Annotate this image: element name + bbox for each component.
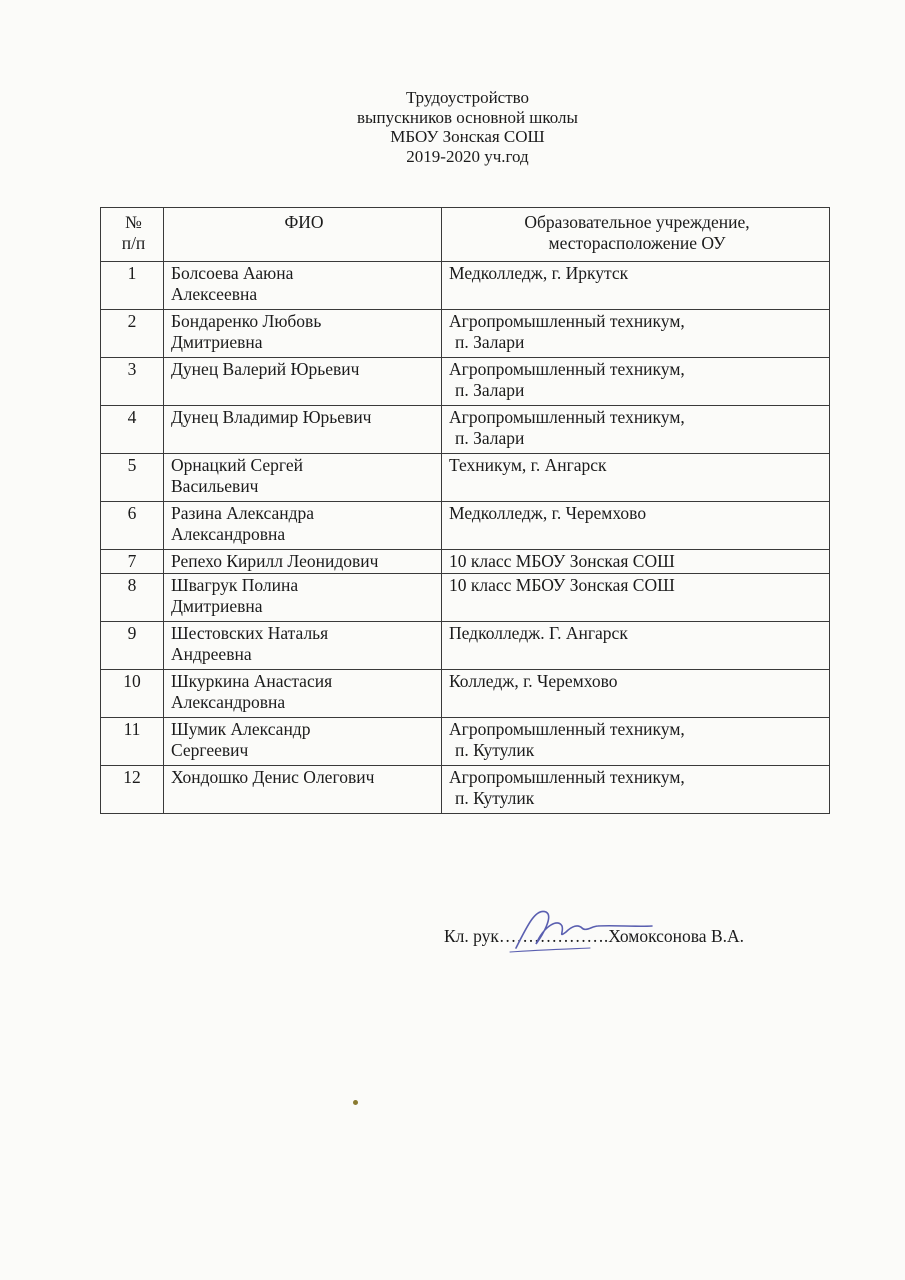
row-number: 9 <box>101 622 164 670</box>
row-number: 12 <box>101 766 164 814</box>
school-line1: Медколледж, г. Иркутск <box>449 263 629 283</box>
row-number: 1 <box>101 262 164 310</box>
row-full-name <box>164 718 442 766</box>
class-teacher-signature-line: Кл. рук……………….Хомоксонова В.А. <box>444 926 745 946</box>
school-line2: п. Залари <box>455 331 525 352</box>
table-row <box>101 454 830 502</box>
row-number: 6 <box>101 502 164 550</box>
row-number: 3 <box>101 358 164 406</box>
handwritten-signature <box>506 896 656 956</box>
column-header-school-line2: месторасположение ОУ <box>548 232 726 253</box>
full-name-line2: Сергеевич <box>171 739 249 760</box>
row-number: 11 <box>101 718 164 766</box>
full-name-line2: Алексеевна <box>171 283 258 304</box>
table-row <box>101 406 830 454</box>
school-line1: Агропромышленный техникум, <box>449 311 685 331</box>
table-header-row <box>101 208 830 262</box>
row-school <box>442 766 830 814</box>
row-school <box>442 502 830 550</box>
title-line-3: МБОУ Зонская СОШ <box>390 127 545 146</box>
full-name-line1: Шкуркина Анастасия <box>171 671 333 691</box>
row-school <box>442 406 830 454</box>
table-row <box>101 670 830 718</box>
school-line1: Техникум, г. Ангарск <box>449 455 607 475</box>
school-line1: 10 класс МБОУ Зонская СОШ <box>449 575 675 595</box>
table-row <box>101 502 830 550</box>
table-row <box>101 310 830 358</box>
full-name-line1: Бондаренко Любовь <box>171 311 322 331</box>
table-row <box>101 622 830 670</box>
row-full-name <box>164 502 442 550</box>
table-row <box>101 262 830 310</box>
row-school <box>442 262 830 310</box>
school-line1: Медколледж, г. Черемхово <box>449 503 647 523</box>
title-line-2: выпускников основной школы <box>357 107 578 127</box>
school-line1: Агропромышленный техникум, <box>449 719 685 739</box>
school-line1: Агропромышленный техникум, <box>449 767 685 787</box>
paper-speck <box>353 1100 358 1105</box>
school-line1: Агропромышленный техникум, <box>449 407 685 427</box>
row-full-name <box>164 358 442 406</box>
full-name-line2: Дмитриевна <box>171 331 263 352</box>
row-full-name <box>164 622 442 670</box>
row-full-name <box>164 574 442 622</box>
row-number: 8 <box>101 574 164 622</box>
row-school <box>442 550 830 574</box>
school-line2: п. Кутулик <box>455 739 535 760</box>
row-school <box>442 310 830 358</box>
school-line1: Колледж, г. Черемхово <box>449 671 618 691</box>
table-row <box>101 766 830 814</box>
table-row <box>101 574 830 622</box>
column-header-number-line2: п/п <box>121 232 146 253</box>
graduates-table <box>100 207 830 814</box>
full-name-line1: Шестовских Наталья <box>171 623 329 643</box>
full-name-line2: Александровна <box>171 691 286 712</box>
row-school <box>442 718 830 766</box>
row-school <box>442 454 830 502</box>
school-line2: п. Залари <box>455 427 525 448</box>
column-header-school <box>442 208 830 262</box>
school-line1: Агропромышленный техникум, <box>449 359 685 379</box>
row-full-name <box>164 670 442 718</box>
row-school <box>442 622 830 670</box>
row-number: 10 <box>101 670 164 718</box>
column-header-number <box>101 208 164 262</box>
row-number: 2 <box>101 310 164 358</box>
table-row <box>101 358 830 406</box>
full-name-line1: Швагрук Полина <box>171 575 299 595</box>
school-line1: 10 класс МБОУ Зонская СОШ <box>449 551 675 571</box>
row-number: 7 <box>101 550 164 574</box>
full-name-line2: Дмитриевна <box>171 595 263 616</box>
row-full-name <box>164 406 442 454</box>
school-line1: Педколледж. Г. Ангарск <box>449 623 628 643</box>
title-line-4: 2019-2020 уч.год <box>406 146 529 166</box>
school-line2: п. Залари <box>455 379 525 400</box>
full-name-line1: Болсоева Ааюна <box>171 263 294 283</box>
row-school <box>442 358 830 406</box>
full-name-line1: Разина Александра <box>171 503 315 523</box>
full-name-line1: Дунец Владимир Юрьевич <box>171 407 372 427</box>
full-name-line1: Шумик Александр <box>171 719 311 739</box>
column-header-number-line1: № <box>125 212 142 232</box>
full-name-line2: Васильевич <box>171 475 259 496</box>
row-full-name <box>164 454 442 502</box>
row-school <box>442 670 830 718</box>
table-row <box>101 718 830 766</box>
document-title <box>0 88 905 166</box>
full-name-line2: Андреевна <box>171 643 252 664</box>
column-header-name: ФИО <box>164 208 442 262</box>
title-line-1: Трудоустройство <box>405 88 530 107</box>
full-name-line1: Дунец Валерий Юрьевич <box>171 359 360 379</box>
row-number: 4 <box>101 406 164 454</box>
full-name-line1: Хондошко Денис Олегович <box>171 767 375 787</box>
row-school <box>442 574 830 622</box>
full-name-line2: Александровна <box>171 523 286 544</box>
row-full-name <box>164 310 442 358</box>
row-number: 5 <box>101 454 164 502</box>
full-name-line1: Репехо Кирилл Леонидович <box>171 551 379 571</box>
school-line2: п. Кутулик <box>455 787 535 808</box>
row-full-name <box>164 766 442 814</box>
row-full-name <box>164 550 442 574</box>
full-name-line1: Орнацкий Сергей <box>171 455 303 475</box>
table-row <box>101 550 830 574</box>
row-full-name <box>164 262 442 310</box>
column-header-school-line1: Образовательное учреждение, <box>524 212 750 232</box>
